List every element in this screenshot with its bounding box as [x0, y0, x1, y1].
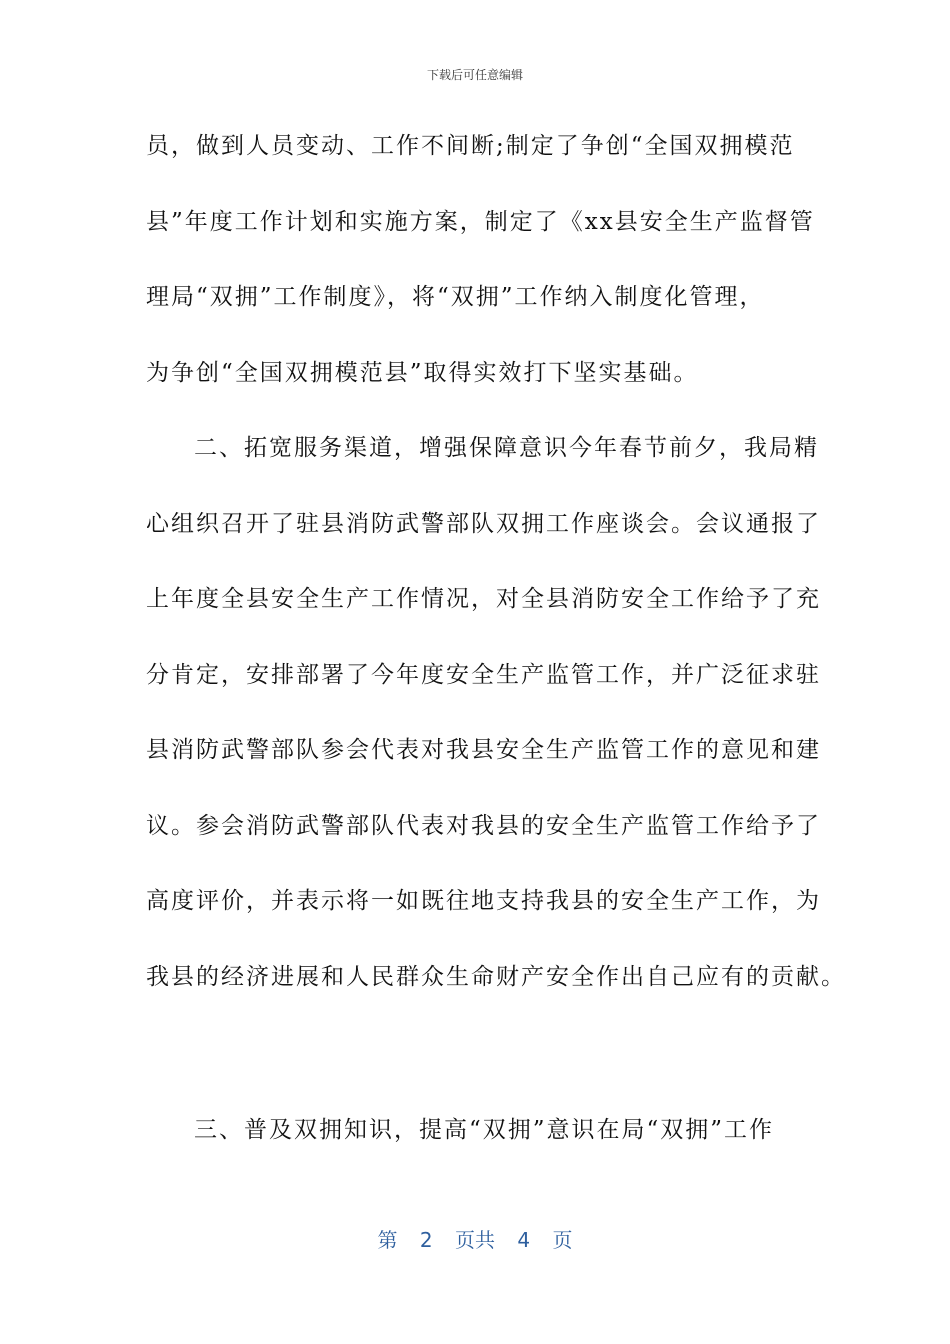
text-line: 议。参会消防武警部队代表对我县的安全生产监管工作给予了	[146, 812, 821, 839]
footer-prefix: 第	[377, 1228, 398, 1252]
footer-middle: 页共	[455, 1228, 495, 1252]
total-page-count: 4	[517, 1228, 531, 1252]
page-footer	[0, 1224, 950, 1253]
text-line: 三、普及双拥知识，提高“双拥”意识在局“双拥”工作	[194, 1117, 775, 1143]
text-line: 县”年度工作计划和实施方案，制定了《xx县安全生产监督管	[146, 208, 815, 235]
text-line: 理局“双拥”工作制度》，将“双拥”工作纳入制度化管理，	[146, 284, 765, 310]
paragraph-2	[146, 418, 846, 1022]
page-header: 下载后可任意编辑	[426, 68, 523, 82]
footer-suffix: 页	[552, 1228, 573, 1252]
document-body	[146, 116, 846, 1176]
text-line: 为争创“全国双拥模范县”取得实效打下坚实基础。	[146, 359, 699, 386]
text-line: 二、拓宽服务渠道，增强保障意识今年春节前夕，我局精	[194, 435, 819, 461]
text-line: 我县的经济进展和人民群众生命财产安全作出自己应有的贡献。	[146, 963, 846, 990]
current-page-number: 2	[419, 1228, 433, 1252]
text-line: 员，做到人员变动、工作不间断;制定了争创“全国双拥模范	[146, 133, 795, 159]
paragraph-1	[146, 116, 815, 418]
text-line: 上年度全县安全生产工作情况，对全县消防安全工作给予了充	[146, 586, 821, 612]
text-line: 高度评价，并表示将一如既往地支持我县的安全生产工作，为	[146, 888, 821, 914]
text-line: 分肯定，安排部署了今年度安全生产监管工作，并广泛征求驻	[146, 661, 821, 688]
text-line: 心组织召开了驻县消防武警部队双拥工作座谈会。会议通报了	[146, 510, 821, 537]
text-line: 县消防武警部队参会代表对我县安全生产监管工作的意见和建	[146, 737, 821, 763]
paragraph-gap	[146, 1022, 806, 1100]
paragraph-3	[146, 1100, 806, 1176]
